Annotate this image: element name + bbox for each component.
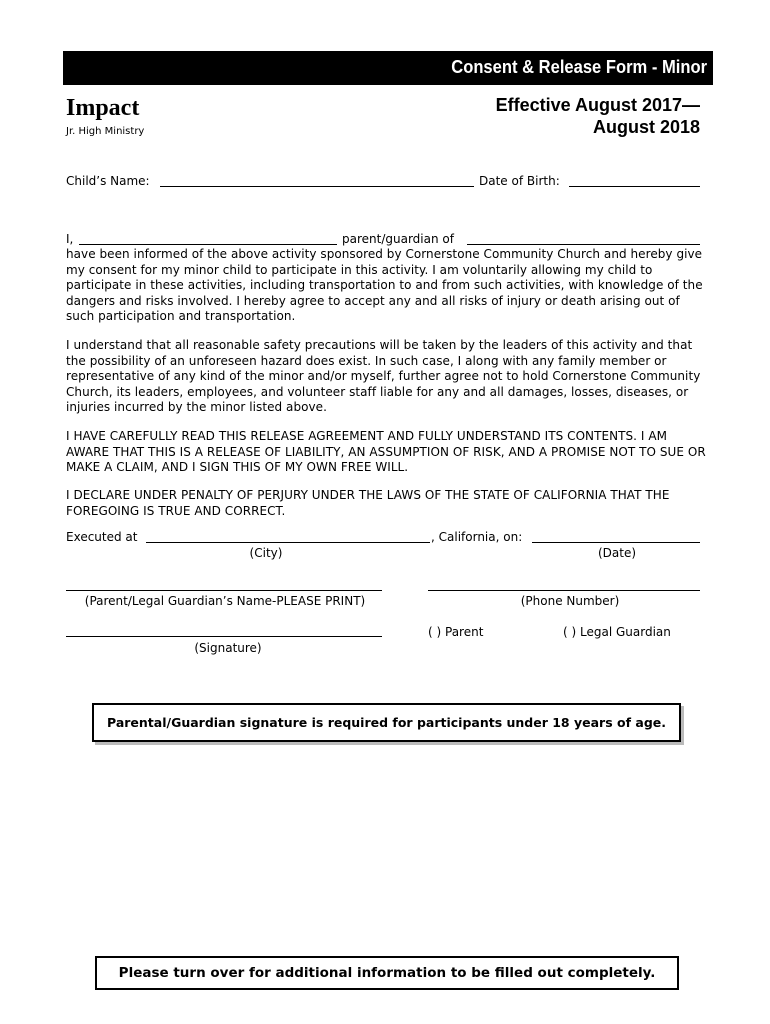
executed-label: Executed at	[66, 530, 138, 544]
signature-required-notice	[92, 703, 681, 742]
child-name-field[interactable]	[160, 186, 474, 187]
california-label: , California, on:	[431, 530, 523, 544]
parent-of-label: parent/guardian of	[342, 232, 454, 246]
date-caption: (Date)	[597, 546, 637, 560]
guardian-print-name-field[interactable]	[66, 590, 382, 591]
minor-name-inline-field[interactable]	[467, 244, 700, 245]
turn-over-text: Please turn over for additional information to be filled out completely.	[118, 965, 656, 981]
phone-field[interactable]	[428, 590, 700, 591]
turn-over-notice	[95, 956, 679, 990]
header-bar	[63, 51, 713, 85]
child-name-label: Child’s Name:	[66, 174, 150, 188]
city-caption: (City)	[249, 546, 283, 560]
city-field[interactable]	[146, 542, 430, 543]
org-subtitle: Jr. High Ministry	[66, 126, 145, 137]
legal-guardian-checkbox[interactable]: ( ) Legal Guardian	[563, 625, 671, 639]
effective-line-1: Effective August 2017—	[495, 95, 700, 115]
date-field[interactable]	[532, 542, 700, 543]
signature-required-text: Parental/Guardian signature is required for participants under 18 years of age.	[107, 715, 666, 730]
perjury-paragraph: I DECLARE UNDER PENALTY OF PERJURY UNDER THE LAWS OF THE STATE OF CALIFORNIA THAT THE FOREGOING IS TRUE AND CORRECT.	[66, 488, 670, 518]
parent-checkbox[interactable]: ( ) Parent	[428, 625, 484, 639]
org-name: Impact	[66, 95, 140, 121]
dob-label: Date of Birth:	[479, 174, 560, 188]
safety-paragraph: I understand that all reasonable safety precautions will be taken by the leaders of this activity and that the possibility of an unforeseen hazard does exist. In such case, I along with any family member or representative of any kind of the minor and/or myself, further agree not to hold Cornerstone Community Church, its leaders, employees, and volunteer staff liable for any and all damages, losses, diseases, or injuries incurred by the minor listed above.	[66, 338, 701, 415]
dob-field[interactable]	[569, 186, 700, 187]
form-title: Consent & Release Form - Minor	[451, 57, 707, 77]
guardian-name-inline-field[interactable]	[79, 244, 337, 245]
effective-dates	[496, 94, 700, 138]
signature-field[interactable]	[66, 636, 382, 637]
signature-caption: (Signature)	[194, 641, 262, 655]
guardian-name-caption: (Parent/Legal Guardian’s Name-PLEASE PRINT)	[84, 594, 366, 608]
consent-paragraph: have been informed of the above activity sponsored by Cornerstone Community Church and hereby give my consent for my minor child to participate in this activity. I am voluntarily allowing my child to participate in these activities, including transportation to and from such activities, with knowledge of the dangers and risks involved. I hereby agree to accept any and all risks of injury or death arising out of such participation and transportation.	[66, 247, 703, 324]
effective-line-2: August 2018	[592, 117, 700, 137]
phone-caption: (Phone Number)	[520, 594, 620, 608]
release-paragraph: I HAVE CAREFULLY READ THIS RELEASE AGREEMENT AND FULLY UNDERSTAND ITS CONTENTS. I AM AWARE THAT THIS IS A RELEASE OF LIABILITY, AN ASSUMPTION OF RISK, AND A PROMISE NOT TO SUE OR MAKE A CLAIM, AND I SIGN THIS OF MY OWN FREE WILL.	[66, 429, 706, 475]
i-label: I,	[66, 232, 74, 246]
